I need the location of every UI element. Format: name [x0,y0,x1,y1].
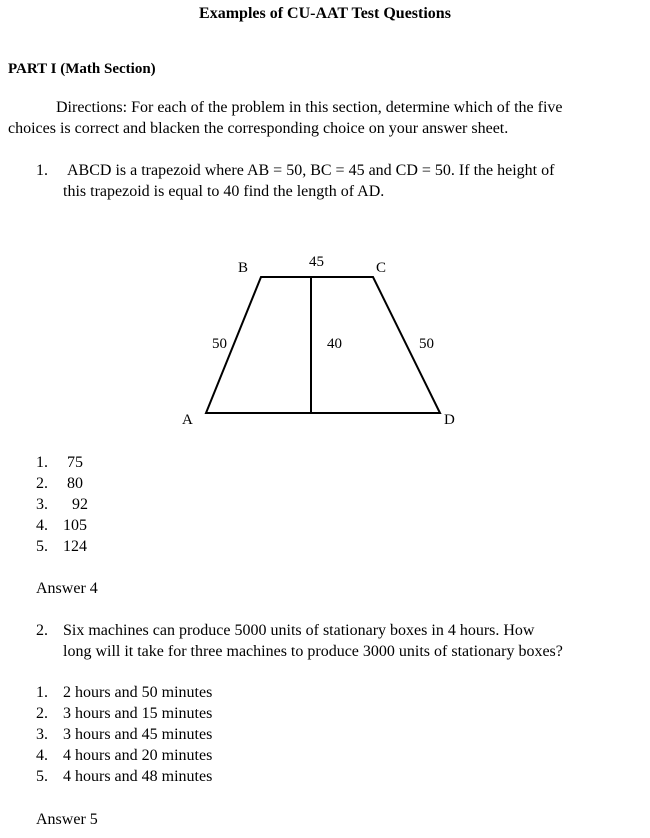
question-1-answer: Answer 4 [36,580,98,597]
question-2-answer: Answer 5 [36,811,98,828]
choice-value: 4 hours and 48 minutes [63,768,213,785]
side-ab-label: 50 [212,336,227,352]
directions-line-1: Directions: For each of the problem in this section, determine which of the five [56,99,563,116]
choice-number: 4. [36,747,48,764]
question-1-number: 1. [36,162,48,179]
directions-line-2: choices is correct and blacken the corresponding choice on your answer sheet. [8,120,509,137]
choice-number: 5. [36,538,48,555]
question-1-line-1: ABCD is a trapezoid where AB = 50, BC = 45 and CD = 50. If the height of [67,162,555,179]
question-2-number: 2. [36,622,48,639]
height-label: 40 [327,336,342,352]
part-heading: PART I (Math Section) [8,61,156,77]
vertex-b-label: B [238,260,249,276]
choice-value: 124 [63,538,87,555]
choice-value: 105 [63,517,87,534]
choice-number: 3. [36,726,48,743]
choice-number: 3. [36,496,48,513]
choice-number: 2. [36,705,48,722]
page-title: Examples of CU-AAT Test Questions [199,5,451,22]
question-1-line-2: this trapezoid is equal to 40 find the length of AD. [63,183,385,200]
vertex-c-label: C [376,260,387,276]
side-cd-label: 50 [419,336,434,352]
choice-value: 2 hours and 50 minutes [63,684,213,701]
question-2-line-1: Six machines can produce 5000 units of stationary boxes in 4 hours. How [63,622,535,639]
question-2-line-2: long will it take for three machines to produce 3000 units of stationary boxes? [63,643,563,660]
choice-value: 80 [67,475,83,492]
vertex-a-label: A [182,412,193,428]
side-bc-label: 45 [309,254,324,270]
choice-value: 4 hours and 20 minutes [63,747,213,764]
choice-number: 4. [36,517,48,534]
choice-number: 5. [36,768,48,785]
choice-number: 1. [36,454,48,471]
choice-value: 3 hours and 15 minutes [63,705,213,722]
vertex-d-label: D [444,412,455,428]
choice-value: 75 [67,454,83,471]
trapezoid-outline [206,277,440,413]
choice-number: 2. [36,475,48,492]
choice-value: 92 [72,496,88,513]
choice-number: 1. [36,684,48,701]
choice-value: 3 hours and 45 minutes [63,726,213,743]
